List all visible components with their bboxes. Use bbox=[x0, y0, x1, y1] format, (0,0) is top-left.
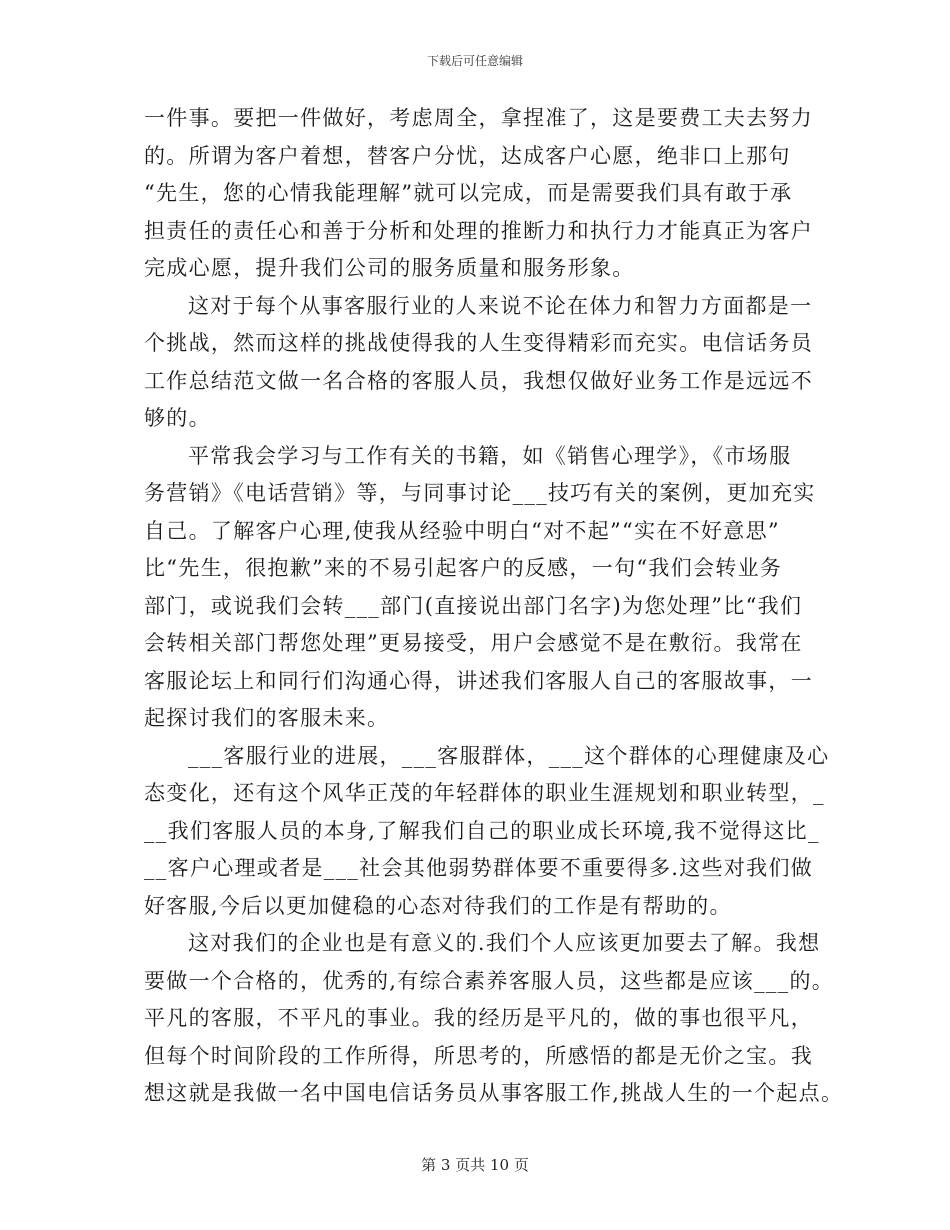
text-line: 自己。了解客户心理,使我从经验中明白“对不起”“实在不好意思” bbox=[144, 518, 780, 543]
text-line: 平常我会学习与工作有关的书籍，如《销售心理学》，《市场服 bbox=[188, 443, 792, 468]
text-line: 这对我们的企业也是有意义的.我们个人应该更加要去了解。我想 bbox=[188, 931, 821, 955]
text-line: 起探讨我们的客服未来。 bbox=[144, 706, 390, 730]
text-line: 担责任的责任心和善于分析和处理的推断力和执行力才能真正为客户 bbox=[144, 218, 813, 243]
paragraph-5 bbox=[144, 925, 844, 1113]
text-line: 但每个时间阶段的工作所得，所思考的，所感悟的都是无价之宝。我 bbox=[144, 1043, 813, 1068]
text-line: 完成心愿，提升我们公司的服务质量和服务形象。 bbox=[144, 256, 635, 280]
page-header-note: 下载后可任意编辑 bbox=[426, 54, 523, 68]
paragraph-3 bbox=[144, 438, 824, 738]
text-line: __我们客服人员的本身,了解我们自己的职业成长环境,我不觉得这比_ bbox=[144, 818, 820, 843]
paragraph-4 bbox=[144, 738, 830, 926]
document-body bbox=[144, 100, 844, 1113]
text-line: “先生，您的心情我能理解”就可以完成，而是需要我们具有敢于承 bbox=[144, 181, 793, 205]
text-line: 这对于每个从事客服行业的人来说不论在体力和智力方面都是一 bbox=[188, 293, 813, 318]
text-line: ___客服行业的进展，___客服群体，___这个群体的心理健康及心 bbox=[188, 743, 830, 768]
text-line: 比“先生，很抱歉”来的不易引起客户的反感，一句“我们会转业务 bbox=[144, 556, 783, 580]
text-line: __客户心理或者是___社会其他弱势群体要不重要得多.这些对我们做 bbox=[144, 856, 814, 880]
text-line: 态变化，还有这个风华正茂的年轻群体的职业生涯规划和职业转型，_ bbox=[144, 781, 825, 805]
text-line: 要做一个合格的，优秀的,有综合素养客服人员，这些都是应该___的。 bbox=[144, 968, 835, 993]
text-line: 个挑战，然而这样的挑战使得我的人生变得精彩而充实。电信话务员 bbox=[144, 331, 813, 355]
text-line: 够的。 bbox=[144, 406, 211, 430]
page-number: 第 3 页共 10 页 bbox=[421, 1156, 529, 1174]
text-line: 务营销》《电话营销》等，与同事讨论___技巧有关的案例，更加充实 bbox=[144, 481, 816, 505]
text-line: 客服论坛上和同行们沟通心得，讲述我们客服人自己的客服故事，一 bbox=[144, 668, 813, 693]
text-line: 的。所谓为客户着想，替客户分忧，达成客户心愿，绝非口上那句 bbox=[144, 143, 791, 168]
text-line: 一件事。要把一件做好，考虑周全，拿捏准了，这是要费工夫去努力 bbox=[144, 106, 813, 130]
text-line: 工作总结范文做一名合格的客服人员，我想仅做好业务工作是远远不 bbox=[144, 368, 813, 393]
text-line: 部门，或说我们会转___部门(直接说出部门名字)为您处理”比“我们 bbox=[144, 593, 803, 618]
paragraph-1 bbox=[144, 100, 824, 288]
paragraph-2 bbox=[144, 288, 824, 438]
text-line: 会转相关部门帮您处理”更易接受，用户会感觉不是在敷衍。我常在 bbox=[144, 631, 803, 655]
text-line: 好客服,今后以更加健稳的心态对待我们的工作是有帮助的。 bbox=[144, 893, 732, 918]
text-line: 平凡的客服，不平凡的事业。我的经历是平凡的，做的事也很平凡， bbox=[144, 1006, 813, 1030]
text-line: 想这就是我做一名中国电信话务员从事客服工作,挑战人生的一个起点。 bbox=[144, 1081, 844, 1105]
